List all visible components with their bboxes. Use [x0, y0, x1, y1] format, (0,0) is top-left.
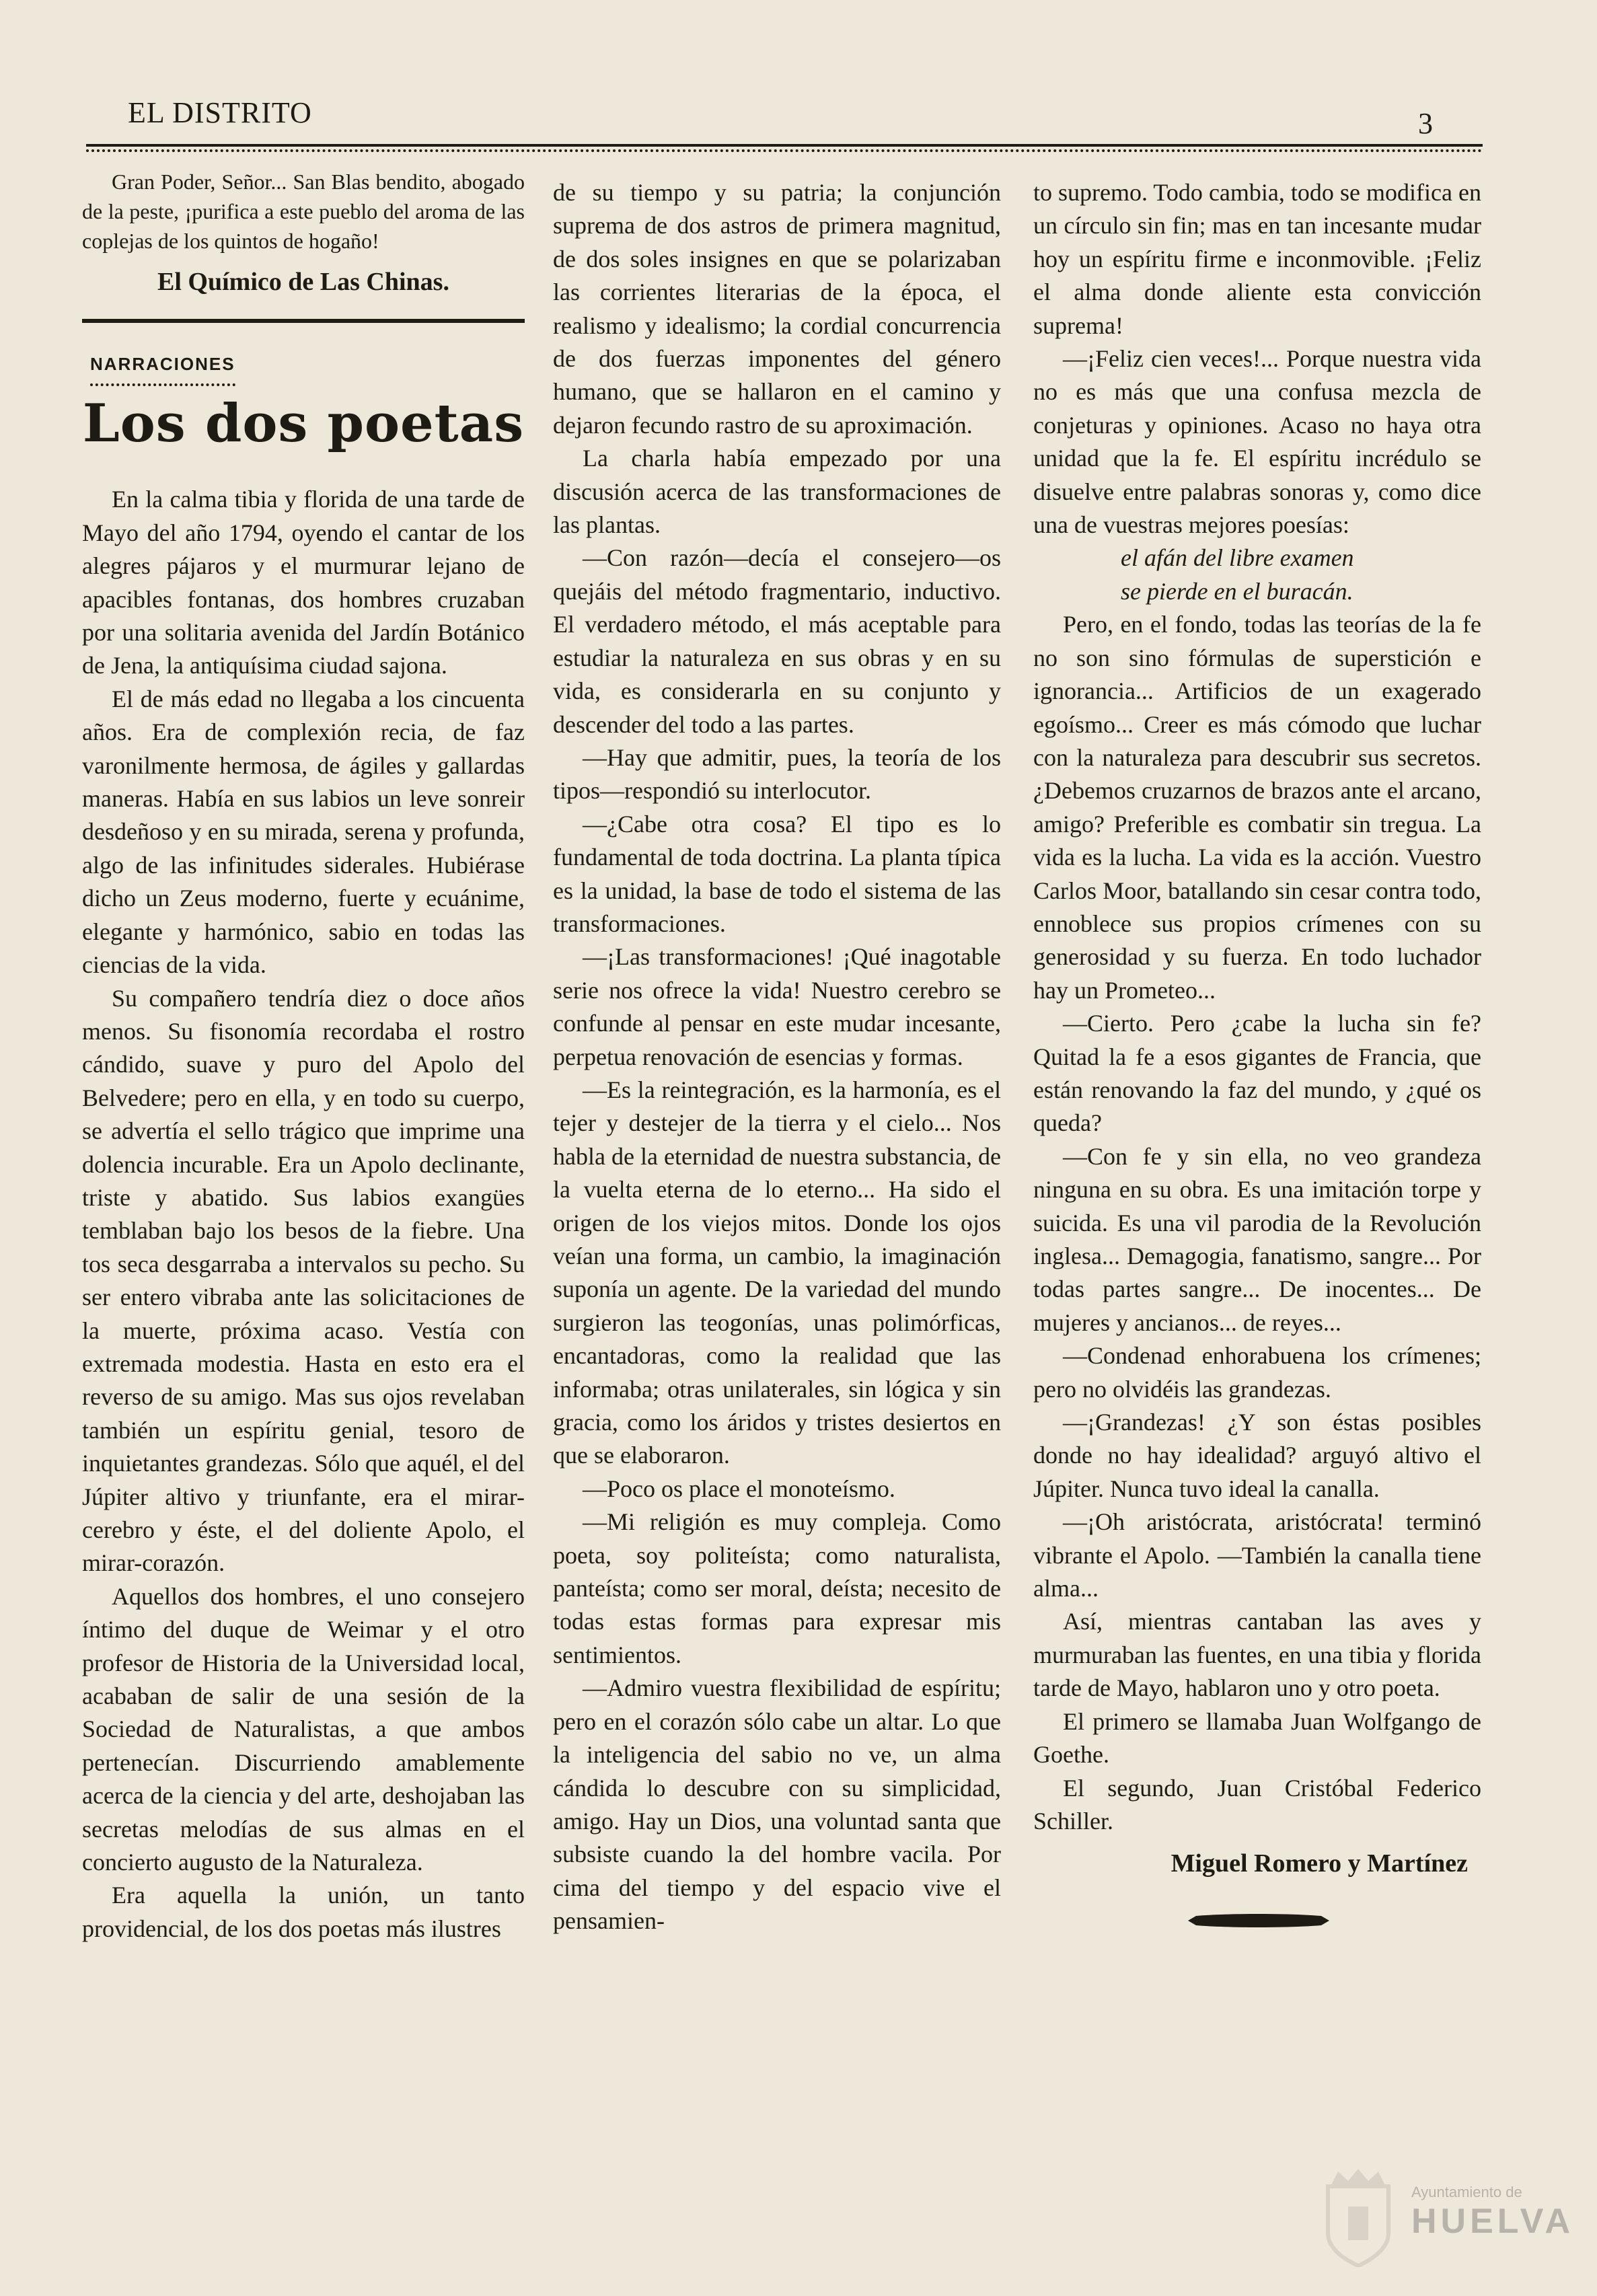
paragraph: to supremo. Todo cambia, todo se modifica en un círculo sin fin; mas en tan incesante mudar hoy un espíritu firme e inconmovible. ¡Feliz el alma donde aliente esta convicción suprema!: [1033, 179, 1481, 339]
page-number: 3: [1418, 107, 1433, 140]
paragraph: —¡Oh aristócrata, aristócrata! terminó vibrante el Apolo. —También la canalla tiene alma...: [1033, 1508, 1481, 1602]
article-headline: Los dos poetas: [82, 393, 525, 455]
paragraph: —Con razón—decía el consejero—os quejáis del método fragmentario, inductivo. El verdadero método, el más aceptable para estudiar la naturaleza en sus obras y en su vida, es considerarla en su conjunto y descender del todo a las partes.: [553, 544, 1001, 738]
watermark-caption: Ayuntamiento de: [1411, 2184, 1522, 2200]
paragraph: —¡Las transformaciones! ¡Qué inagotable serie nos ofrece la vida! Nuestro cerebro se confunde al pensar en este mudar incesante, perpetua renovación de esencias y formas.: [553, 943, 1001, 1070]
paragraph: —¡Grandezas! ¿Y son éstas posibles donde no hay idealidad? arguyó altivo el Júpiter. Nunca tuvo ideal la canalla.: [1033, 1409, 1481, 1502]
column-3: [1033, 176, 1481, 1941]
paragraph: de su tiempo y su patria; la conjunción suprema de dos astros de primera magnitud, de dos soles insignes en que se polarizaban las corrientes literarias de la época, el realismo y idealismo; la cordial concurrencia de dos fuerzas imponentes del género humano, que se hallaron en el camino y dejaron fecundo rastro de su aproximación.: [553, 179, 1001, 439]
verse-line: se pierde en el buracán.: [1121, 577, 1353, 605]
article-signature: Miguel Romero y Martínez: [1171, 1849, 1468, 1878]
paragraph: Pero, en el fondo, todas las teorías de la fe no son sino fórmulas de superstición e ignorancia... Artificios de un exagerado egoísmo... Creer es más cómodo que luchar con la naturaleza para descubrir sus secretos. ¿Debemos cruzarnos de brazos ante el arcano, amigo? Preferible es combatir sin tregua. La vida es la lucha. La vida es la acción. Vuestro Carlos Moor, batallando sin cesar contra todo, ennoblece sus propios crímenes con su generosidad y su fuerza. En todo luchador hay un Prometeo...: [1033, 611, 1481, 1004]
paragraph: La charla había empezado por una discusión acerca de las transformaciones de las plantas.: [553, 445, 1001, 539]
section-label: NARRACIONES: [90, 348, 235, 386]
paragraph: Aquellos dos hombres, el uno consejero íntimo del duque de Weimar y el otro profesor de Historia de la Universidad local, acababan de salir de una sesión de la Sociedad de Naturalistas, a que ambos pertenecían. Discurriendo amablemente acerca de la ciencia y del arte, deshojaban las secretas melodías de sus almas en el concierto augusto de la Naturaleza.: [82, 1582, 525, 1876]
masthead: EL DISTRITO: [128, 96, 312, 129]
paragraph: El de más edad no llegaba a los cincuenta años. Era de complexión recia, de faz varonilmente hermosa, de ágiles y gallardas maneras. Había en sus labios un leve sonreir desdeñoso y en su mirada, serena y profunda, algo de las infinitudes siderales. Hubiérase dicho un Zeus moderno, fuerte y ecuánime, elegante y harmónico, sabio en todas las ciencias de la vida.: [82, 685, 525, 979]
column-2: [553, 176, 1001, 1938]
header-rule: [86, 144, 1483, 147]
paragraph: —Cierto. Pero ¿cabe la lucha sin fe? Quitad la fe a esos gigantes de Francia, que están renovando la faz del mundo, y ¿qué os queda?: [1033, 1010, 1481, 1137]
paragraph: Su compañero tendría diez o doce años menos. Su fisonomía recordaba el rostro cándido, suave y puro del Apolo del Belvedere; pero en ella, y en todo su cuerpo, se advertía el sello trágico que imprime una dolencia incurable. Era un Apolo declinante, triste y abatido. Sus labios exangües temblaban bajo los besos de la fiebre. Una tos seca desgarraba a intervalos su pecho. Su ser entero vibraba ante las solicitaciones de la muerte, próxima acaso. Vestía con extremada modestia. Hasta en esto era el reverso de su amigo. Mas sus ojos revelaban también un espíritu genial, tesoro de inquietantes grandezas. Sólo que aquél, el del Júpiter altivo y triunfante, era el mirar-cerebro y éste, el del doliente Apolo, el mirar-corazón.: [82, 984, 525, 1577]
watermark-title: HUELVA: [1411, 2202, 1575, 2241]
paragraph: —Admiro vuestra flexibilidad de espíritu; pero en el corazón sólo cabe un altar. Lo que la inteligencia del sabio no ve, un alma cándida lo descubre con su simplicidad, amigo. Hay un Dios, una voluntad santa que subsiste cuando la del hombre vacila. Por cima del tiempo y del espacio vive el pensamien-: [553, 1674, 1001, 1935]
paragraph: —Mi religión es muy compleja. Como poeta, soy politeísta; como naturalista, panteísta; como ser moral, deísta; necesito de todas estas formas para expresar mis sentimientos.: [553, 1508, 1001, 1668]
paragraph: —Condenad enhorabuena los crímenes; pero no olvidéis las grandezas.: [1033, 1342, 1481, 1403]
end-ornament-icon: [1188, 1909, 1329, 1932]
paragraph: —Es la reintegración, es la harmonía, es el tejer y destejer de la tierra y el cielo... Nos habla de la eternidad de nuestra substancia, de la vuelta eterna de lo eterno... Ha sido el origen de los viejos mitos. Donde los ojos veían una forma, un cambio, la imaginación suponía un agente. De la variedad del mundo surgieron las teogonías, unas polimórficas, encantadoras, como la realidad que las informaba; otras unilaterales, sin lógica y sin gracia, como los áridos y tristes desiertos en que se elaboraron.: [553, 1076, 1001, 1469]
paragraph: —Con fe y sin ella, no veo grandeza ninguna en su obra. Es una imitación torpe y suicida. Es una vil parodia de la Revolución inglesa... Demagogia, fanatismo, sangre... Por todas partes sangre... De inocentes... De mujeres y ancianos... de reyes...: [1033, 1142, 1481, 1336]
city-crest-icon: [1321, 2166, 1395, 2267]
archive-watermark: [1411, 2184, 1574, 2242]
paragraph: El primero se llamaba Juan Wolfgango de Goethe.: [1033, 1707, 1481, 1769]
paragraph: —¿Cabe otra cosa? El tipo es lo fundamental de toda doctrina. La planta típica es la unidad, la base de todo el sistema de las transformaciones.: [553, 810, 1001, 937]
paragraph: —Poco os place el monoteísmo.: [583, 1475, 895, 1502]
section-divider: [82, 319, 525, 323]
column-1: [82, 167, 525, 1946]
previous-article-signature: El Químico de Las Chinas.: [157, 267, 449, 296]
header-dotted-rule: [86, 149, 1483, 152]
previous-article-ending: Gran Poder, Señor... San Blas bendito, abogado de la peste, ¡purifica a este pueblo del aroma de las coplejas de los quintos de hogaño!: [82, 170, 525, 254]
paragraph: Así, mientras cantaban las aves y murmuraban las fuentes, en una tibia y florida tarde de Mayo, hablaron uno y otro poeta.: [1033, 1608, 1481, 1702]
paragraph: El segundo, Juan Cristóbal Federico Schiller.: [1033, 1774, 1481, 1835]
paragraph: —Hay que admitir, pues, la teoría de los tipos—respondió su interlocutor.: [553, 743, 1001, 805]
paragraph: En la calma tibia y florida de una tarde de Mayo del año 1794, oyendo el cantar de los alegres pájaros y el murmurar lejano de apacibles fontanas, dos hombres cruzaban por una solitaria avenida del Jardín Botánico de Jena, la antiquísima ciudad sajona.: [82, 486, 525, 679]
verse-line: el afán del libre examen: [1121, 544, 1354, 572]
paragraph: Era aquella la unión, un tanto providencial, de los dos poetas más ilustres: [82, 1882, 525, 1942]
paragraph: —¡Feliz cien veces!... Porque nuestra vida no es más que una confusa mezcla de conjeturas y opiniones. Acaso no haya otra unidad que la fe. El espíritu incrédulo se disuelve entre palabras sonoras y, como dice una de vuestras mejores poesías:: [1033, 345, 1481, 539]
